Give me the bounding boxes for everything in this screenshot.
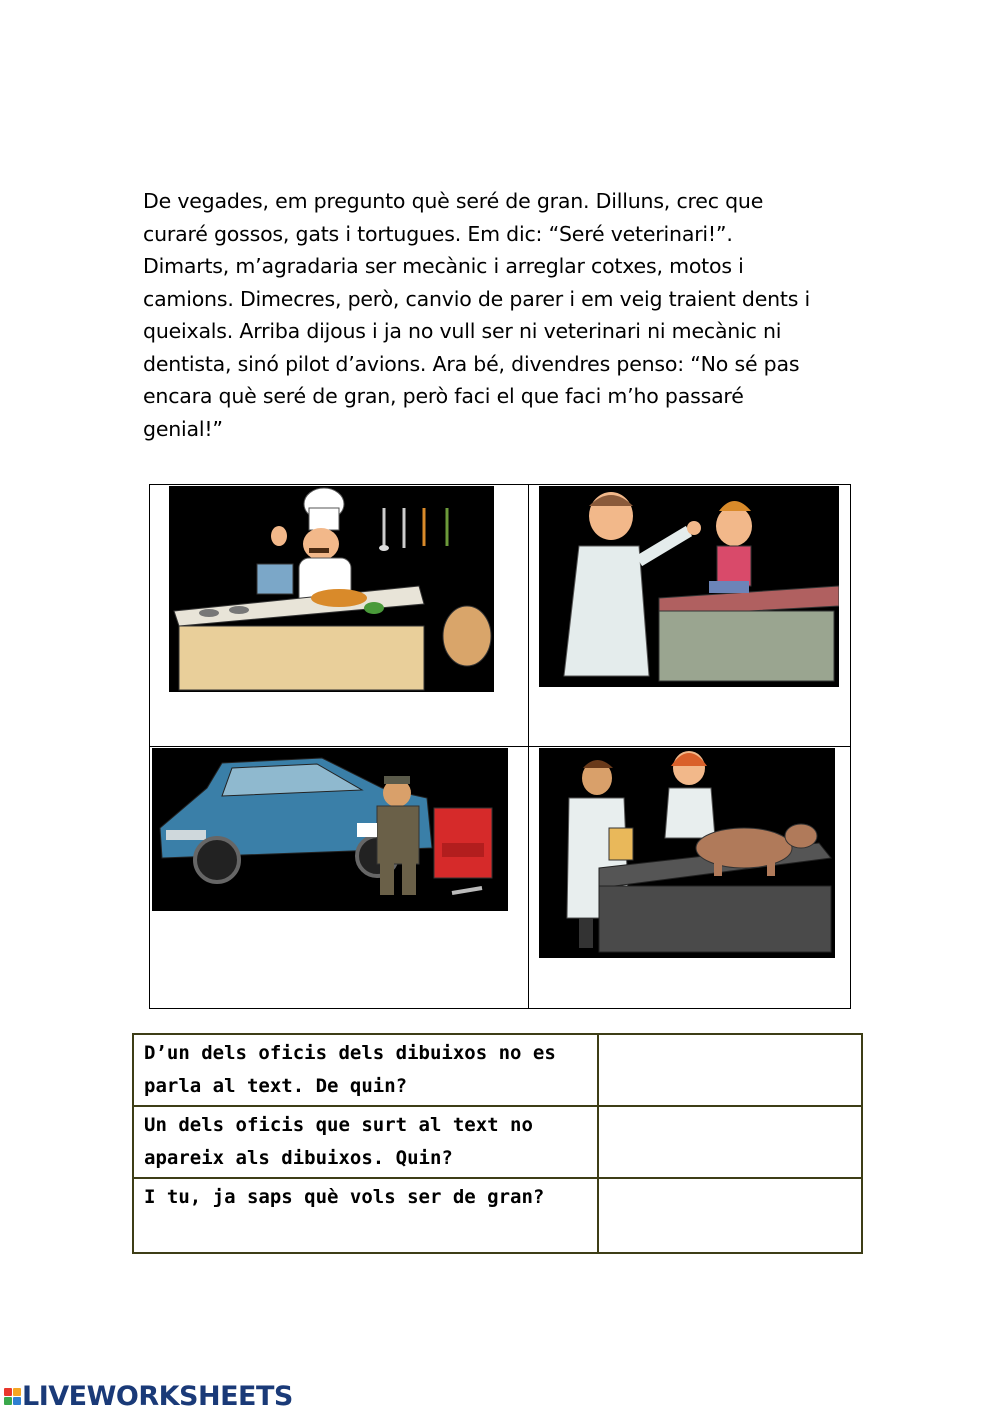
story-line: De vegades, em pregunto què seré de gran. Dilluns, crec que	[143, 189, 764, 213]
chef-illustration	[169, 486, 494, 692]
answer-input[interactable]	[609, 1109, 855, 1177]
story-line: dentista, sinó pilot d’avions. Ara bé, divendres penso: “No sé pas	[143, 351, 800, 376]
story-line: genial!”	[143, 416, 223, 441]
question-line: I tu, ja saps què vols ser de gran?	[144, 1186, 545, 1208]
question-line: parla al text. De quin?	[144, 1075, 408, 1097]
veterinarian-illustration	[539, 748, 835, 958]
question-line: Un dels oficis que surt al text no	[144, 1114, 533, 1136]
question-row	[133, 1178, 862, 1253]
logo-icon	[4, 1388, 21, 1405]
liveworksheets-logo[interactable]	[4, 1379, 293, 1413]
question-cell	[133, 1106, 598, 1178]
question-cell	[133, 1034, 598, 1106]
dentist-illustration	[539, 486, 839, 687]
logo-block	[4, 1388, 12, 1396]
story-line: curaré gossos, gats i tortugues. Em dic: “Seré veterinari!”.	[143, 221, 733, 246]
answer-input[interactable]	[609, 1181, 855, 1252]
pictures-grid	[149, 484, 851, 1009]
grid-divider-horizontal	[150, 746, 850, 747]
answer-cell[interactable]	[598, 1106, 862, 1178]
story-line: camions. Dimecres, però, canvio de parer i em veig traient dents i	[143, 286, 811, 311]
story-line: queixals. Arriba dijous i ja no vull ser ni veterinari ni mecànic ni	[143, 319, 782, 343]
story-line: Dimarts, m’agradaria ser mecànic i arreglar cotxes, motos i	[143, 254, 744, 278]
brand-name: LIVEWORKSHEETS	[22, 1380, 293, 1412]
story-line: encara què seré de gran, però faci el que faci m’ho passaré	[143, 384, 744, 408]
question-row	[133, 1106, 862, 1178]
question-cell	[133, 1178, 598, 1253]
logo-block	[13, 1388, 21, 1396]
logo-block	[13, 1397, 21, 1405]
story-text	[143, 185, 868, 445]
mechanic-illustration	[152, 748, 508, 911]
question-row	[133, 1034, 862, 1106]
questions-table	[132, 1033, 863, 1254]
question-line: D’un dels oficis dels dibuixos no es	[144, 1042, 556, 1064]
answer-cell[interactable]	[598, 1178, 862, 1253]
question-line: apareix als dibuixos. Quin?	[144, 1147, 453, 1169]
answer-input[interactable]	[609, 1037, 855, 1105]
answer-cell[interactable]	[598, 1034, 862, 1106]
logo-block	[4, 1397, 12, 1405]
